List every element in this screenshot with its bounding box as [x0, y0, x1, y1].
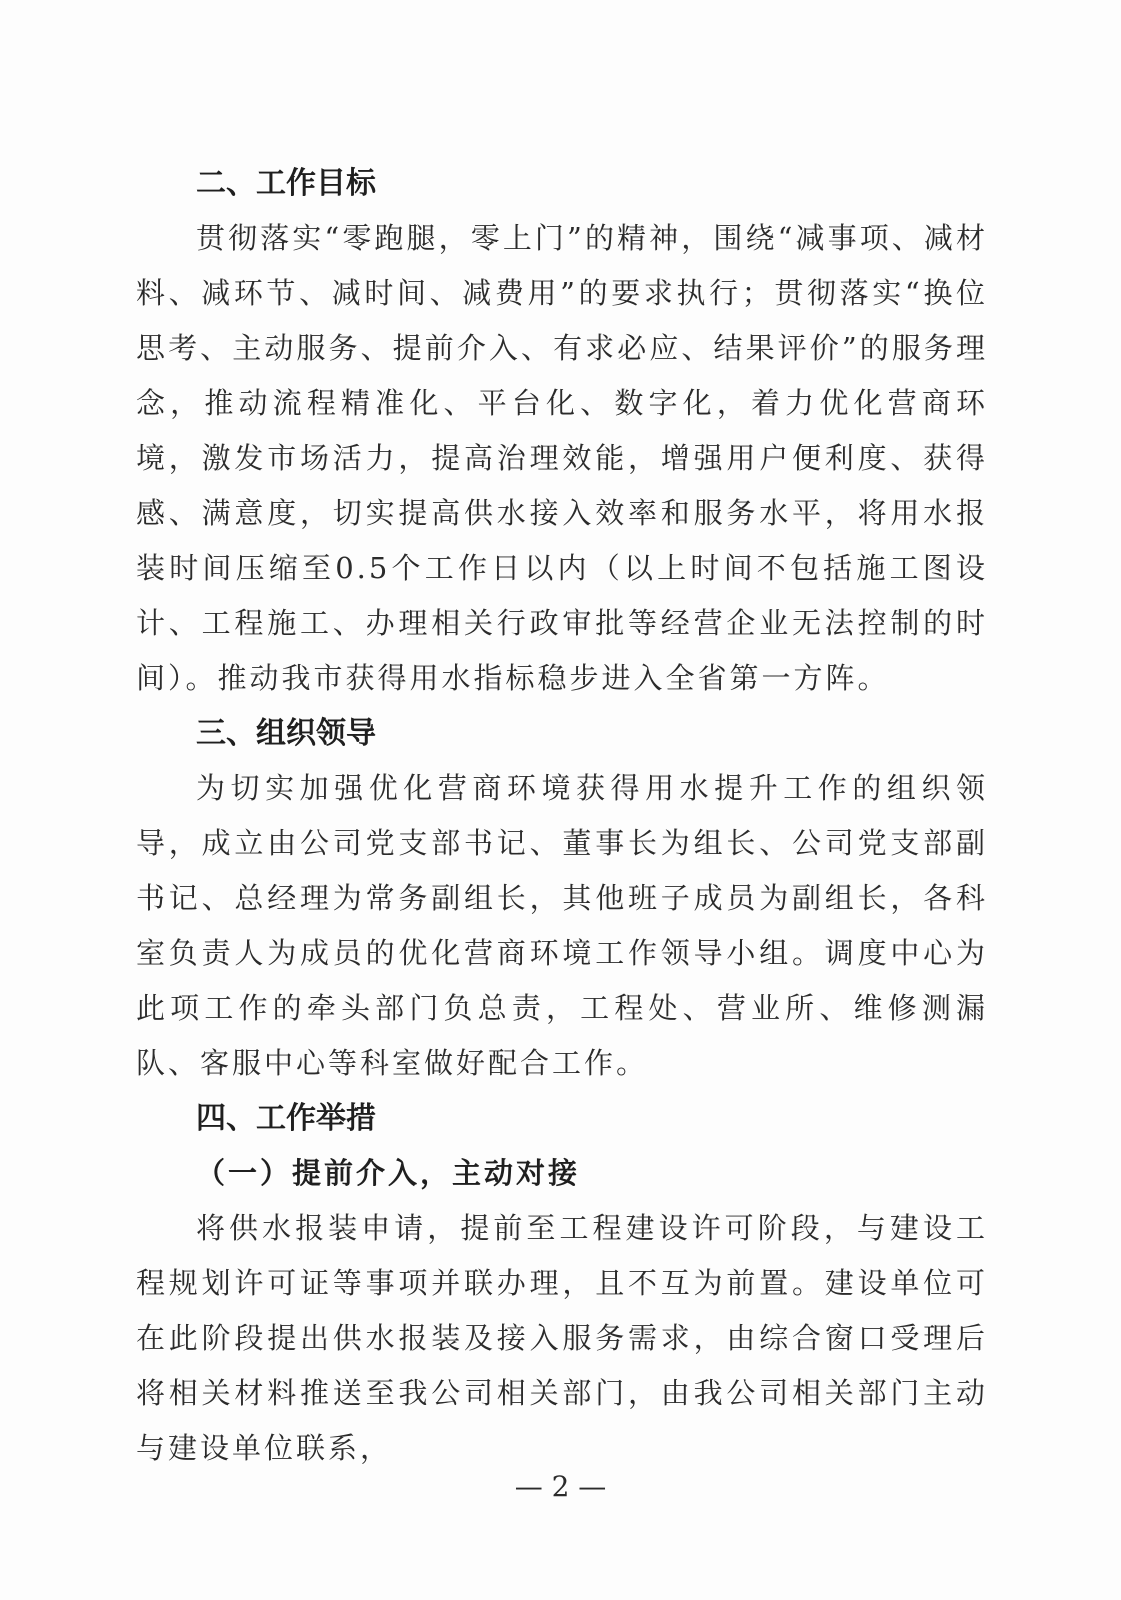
- document-body: [136, 156, 988, 1476]
- subheading-early-intervention: （一）提前介入，主动对接: [196, 1156, 581, 1190]
- paragraph-work-goals: 贯彻落实“零跑腿，零上门”的精神，围绕“减事项、减材料、减环节、减时间、减费用”的要求执行；贯彻落实“换位思考、主动服务、提前介入、有求必应、结果评价”的服务理念，推动流程精准化、平台化、数字化，着力优化营商环境，激发市场活力，提高治理效能，增强用户便利度、获得感、满意度，切实提高供水接入效率和服务水平，将用水报装时间压缩至0.5个工作日以内（以上时间不包括施工图设计、工程施工、办理相关行政审批等经营企业无法控制的时间）。推动我市获得用水指标稳步进入全省第一方阵。: [136, 221, 988, 695]
- section-heading-organization: 三、组织领导: [196, 716, 376, 751]
- paragraph-organization: 为切实加强优化营商环境获得用水提升工作的组织领导，成立由公司党支部书记、董事长为组长、公司党支部副书记、总经理为常务副组长，其他班子成员为副组长，各科室负责人为成员的优化营商环境工作领导小组。调度中心为此项工作的牵头部门负总责，工程处、营业所、维修测漏队、客服中心等科室做好配合工作。: [136, 771, 988, 1080]
- section-heading-work-measures: 四、工作举措: [196, 1101, 376, 1136]
- page-number: — 2 —: [514, 1470, 607, 1503]
- paragraph-early-intervention: 将供水报装申请，提前至工程建设许可阶段，与建设工程规划许可证等事项并联办理，且不互为前置。建设单位可在此阶段提出供水报装及接入服务需求，由综合窗口受理后将相关材料推送至我公司相关部门，由我公司相关部门主动与建设单位联系，: [136, 1211, 988, 1465]
- section-heading-work-goals: 二、工作目标: [196, 166, 376, 201]
